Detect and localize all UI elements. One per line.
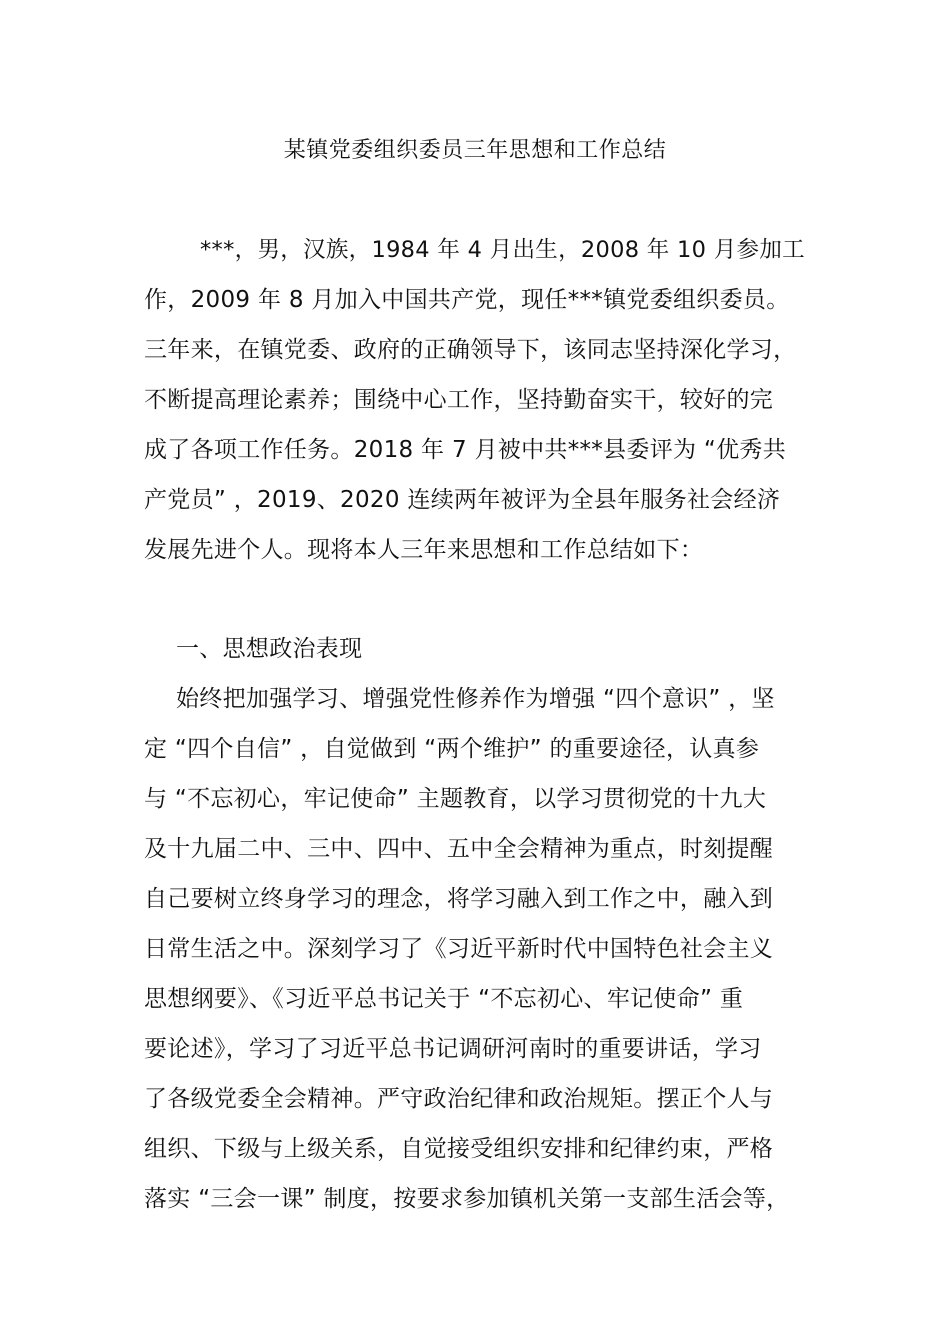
body-line-10: 组织、下级与上级关系，自觉接受组织安排和纪律约束，严格 (144, 1136, 774, 1162)
section-heading: 一、思想政治表现 (176, 636, 363, 662)
intro-line-4: 不断提高理论素养；围绕中心工作，坚持勤奋实干，较好的完 (144, 387, 774, 413)
body-line-5: 自己要树立终身学习的理念，将学习融入到工作之中，融入到 (144, 886, 774, 912)
body-line-4: 及十九届二中、三中、四中、五中全会精神为重点，时刻提醒 (144, 836, 774, 862)
intro-line-2: 作，2009 年 8 月加入中国共产党，现任***镇党委组织委员。 (144, 287, 790, 313)
intro-line-5: 成了各项工作任务。2018 年 7 月被中共***县委评为 “优秀共 (144, 437, 787, 463)
intro-line-6: 产党员” ，2019、2020 连续两年被评为全县年服务社会经济 (144, 487, 781, 513)
document-title: 某镇党委组织委员三年思想和工作总结 (283, 138, 667, 163)
body-line-11: 落实 “三会一课” 制度，按要求参加镇机关第一支部生活会等， (144, 1186, 790, 1212)
body-line-1: 始终把加强学习、增强党性修养作为增强 “四个意识” ，坚 (176, 686, 775, 712)
body-line-7: 思想纲要》、《习近平总书记关于 “不忘初心、牢记使命” 重 (144, 986, 744, 1012)
intro-line-1: ***，男，汉族，1984 年 4 月出生，2008 年 10 月参加工 (200, 237, 805, 263)
body-line-9: 了各级党委全会精神。严守政治纪律和政治规矩。摆正个人与 (144, 1086, 774, 1112)
body-line-8: 要论述》，学习了习近平总书记调研河南时的重要讲话，学习 (144, 1036, 762, 1062)
body-line-2: 定 “四个自信” ，自觉做到 “两个维护” 的重要途径，认真参 (144, 736, 760, 762)
body-line-3: 与 “不忘初心，牢记使命” 主题教育，以学习贯彻党的十九大 (144, 786, 767, 812)
intro-line-3: 三年来，在镇党委、政府的正确领导下，该同志坚持深化学习， (144, 337, 797, 363)
body-line-6: 日常生活之中。深刻学习了《习近平新时代中国特色社会主义 (144, 936, 774, 962)
intro-line-7: 发展先进个人。现将本人三年来思想和工作总结如下： (144, 537, 704, 563)
